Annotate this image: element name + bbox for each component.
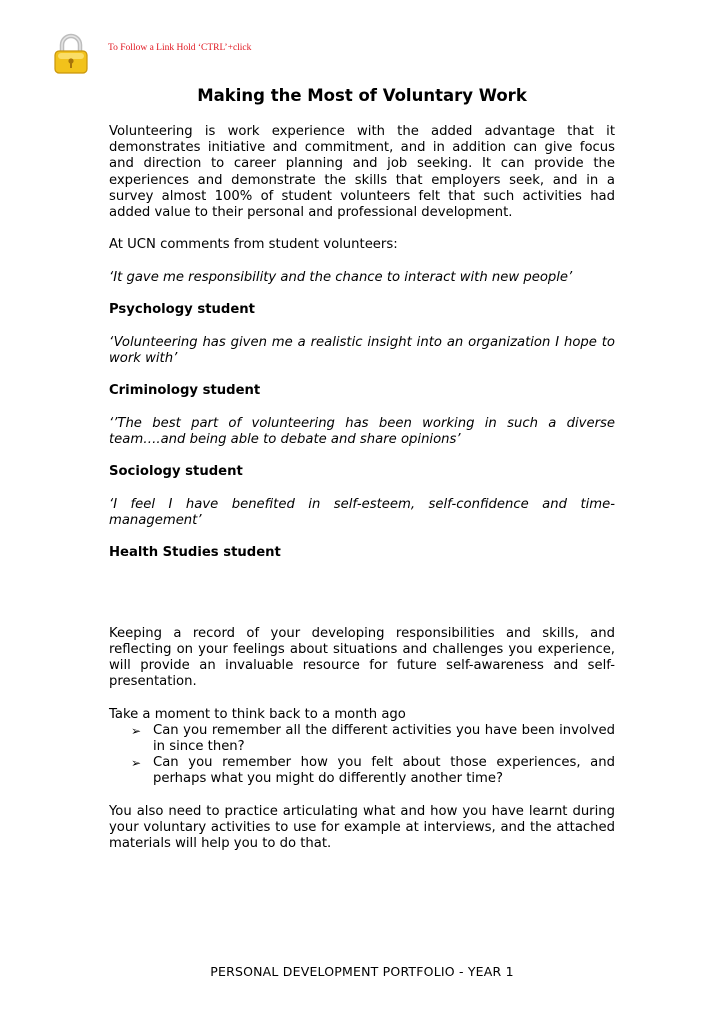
quote-text: ‘Volunteering has given me a realistic insight into an organization I hope to work with’ <box>109 334 615 366</box>
quote-author: Health Studies student <box>109 545 281 561</box>
list-item <box>109 755 615 787</box>
quote-text: ‘’The best part of volunteering has been working in such a diverse team….and being able to debate and share opinions’ <box>109 415 615 447</box>
page-title: Making the Most of Voluntary Work <box>197 86 527 105</box>
arrow-bullet-icon: ➢ <box>131 723 142 738</box>
comments-lead: At UCN comments from student volunteers: <box>109 237 398 253</box>
reflect-lead: Take a moment to think back to a month ago <box>109 706 406 722</box>
intro-paragraph: Volunteering is work experience with the added advantage that it demonstrates initiative and commitment, and in addition can give focus and direction to career planning and job seeking. It can provide the experiences and demonstrate the skills that employers seek, and in a survey almost 100% of student volunteers felt that such activities had added value to their personal and professional development. <box>109 124 615 221</box>
quote-author: Psychology student <box>109 302 255 318</box>
quote-text: ‘I feel I have benefited in self-esteem, self-confidence and time-management’ <box>109 496 615 528</box>
page-footer: PERSONAL DEVELOPMENT PORTFOLIO - YEAR 1 <box>210 964 514 979</box>
closing-paragraph: You also need to practice articulating what and how you have learnt during your voluntary activities to use for example at interviews, and the attached materials will help you to do that. <box>109 803 615 852</box>
quote-text: ‘It gave me responsibility and the chance to interact with new people’ <box>109 269 573 285</box>
quote-author: Criminology student <box>109 383 261 399</box>
reflect-list <box>109 723 615 788</box>
arrow-bullet-icon: ➢ <box>131 756 142 771</box>
list-item-text: Can you remember how you felt about those experiences, and perhaps what you might do differently another time? <box>153 755 615 787</box>
padlock-icon <box>52 33 90 75</box>
link-tip: To Follow a Link Hold ‘CTRL’+click <box>108 43 252 53</box>
list-item-text: Can you remember all the different activities you have been involved in since then? <box>153 722 615 754</box>
quote-author: Sociology student <box>109 464 243 480</box>
document-body <box>109 124 615 869</box>
list-item <box>109 723 615 755</box>
record-paragraph: Keeping a record of your developing responsibilities and skills, and reflecting on your feelings about situations and challenges you experience, will provide an invaluable resource for future self-awareness and self-presentation. <box>109 625 615 690</box>
